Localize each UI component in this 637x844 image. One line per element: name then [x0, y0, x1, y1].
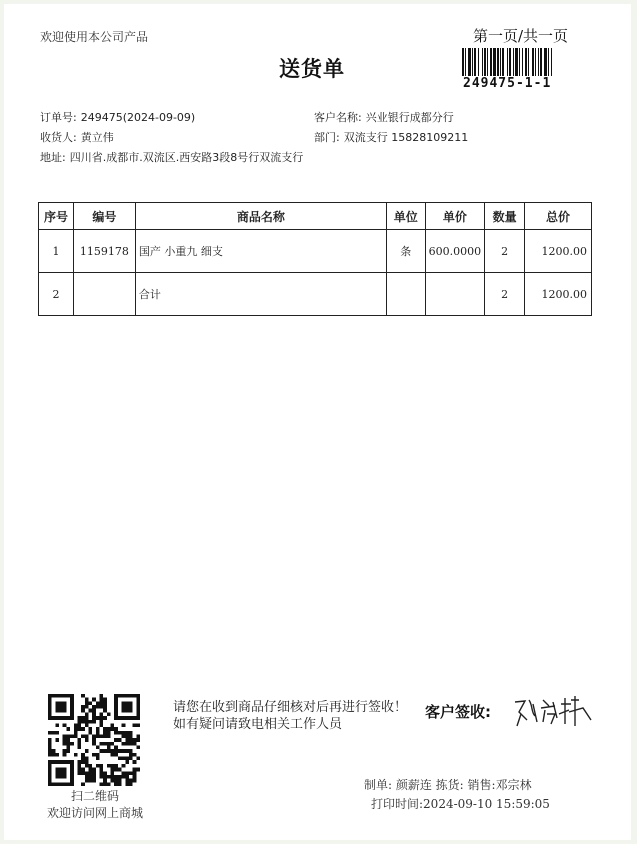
- column-header-code: 编号: [73, 203, 135, 230]
- delivery-note-page: [4, 4, 631, 840]
- cell-unit: [386, 273, 425, 316]
- qr-caption-line-1: 扫二维码: [70, 789, 119, 803]
- address-value: 四川省.成都市.双流区.西安路3段8号行双流支行: [69, 151, 304, 164]
- table-row-summary: [39, 273, 592, 316]
- address-field: [40, 149, 303, 165]
- barcode-number: 249475-1-1: [463, 76, 552, 91]
- customer-name-label: 客户名称:: [314, 111, 362, 124]
- column-header-unit-price: 单价: [425, 203, 485, 230]
- table-header-row: [39, 203, 592, 230]
- cell-total: 1200.00: [525, 230, 592, 273]
- items-table: [38, 202, 592, 316]
- handwritten-signature: [509, 692, 597, 732]
- welcome-text: 欢迎使用本公司产品: [40, 30, 149, 44]
- cell-code: [73, 273, 135, 316]
- cell-quantity: 2: [485, 230, 525, 273]
- order-number-label: 订单号:: [40, 111, 77, 124]
- column-header-unit: 单位: [386, 203, 425, 230]
- cell-unit-price: 600.0000: [425, 230, 485, 273]
- address-label: 地址:: [40, 151, 66, 164]
- column-header-total: 总价: [525, 203, 592, 230]
- receiver-value: 黄立伟: [80, 131, 114, 144]
- customer-name-field: [314, 109, 454, 125]
- department-label: 部门:: [314, 131, 340, 144]
- column-header-quantity: 数量: [485, 203, 525, 230]
- order-number-value: 249475(2024-09-09): [80, 111, 196, 124]
- order-number-field: [40, 109, 195, 125]
- column-header-product-name: 商品名称: [135, 203, 386, 230]
- customer-sign-label: 客户签收:: [425, 703, 491, 721]
- barcode-image: [462, 48, 568, 76]
- cell-product-name: 国产 小重九 细支: [135, 230, 386, 273]
- qr-code-image: [48, 694, 140, 786]
- customer-name-value: 兴业银行成都分行: [365, 111, 454, 124]
- notice-text: 请您在收到商品仔细核对后再进行签收！如有疑问请致电相关工作人员: [173, 700, 408, 732]
- staff-line: 制单: 颜薪连 拣货: 销售:邓宗林: [364, 778, 532, 792]
- department-value: 双流支行 15828109211: [343, 131, 469, 144]
- cell-unit-price: [425, 273, 485, 316]
- qr-caption-line-2: 欢迎访问网上商城: [46, 806, 143, 820]
- cell-product-name: 合计: [135, 273, 386, 316]
- cell-total: 1200.00: [525, 273, 592, 316]
- receiver-label: 收货人:: [40, 131, 77, 144]
- department-field: [314, 129, 468, 145]
- page-title: 送货单: [279, 57, 345, 81]
- cell-quantity: 2: [485, 273, 525, 316]
- cell-unit: 条: [386, 230, 425, 273]
- cell-seq: 2: [39, 273, 74, 316]
- column-header-seq: 序号: [39, 203, 74, 230]
- cell-code: 1159178: [73, 230, 135, 273]
- page-info: 第一页/共一页: [473, 27, 569, 45]
- receiver-field: [40, 129, 114, 145]
- print-time: 打印时间:2024-09-10 15:59:05: [371, 797, 550, 811]
- qr-caption: [40, 788, 150, 822]
- cell-seq: 1: [39, 230, 74, 273]
- table-row: [39, 230, 592, 273]
